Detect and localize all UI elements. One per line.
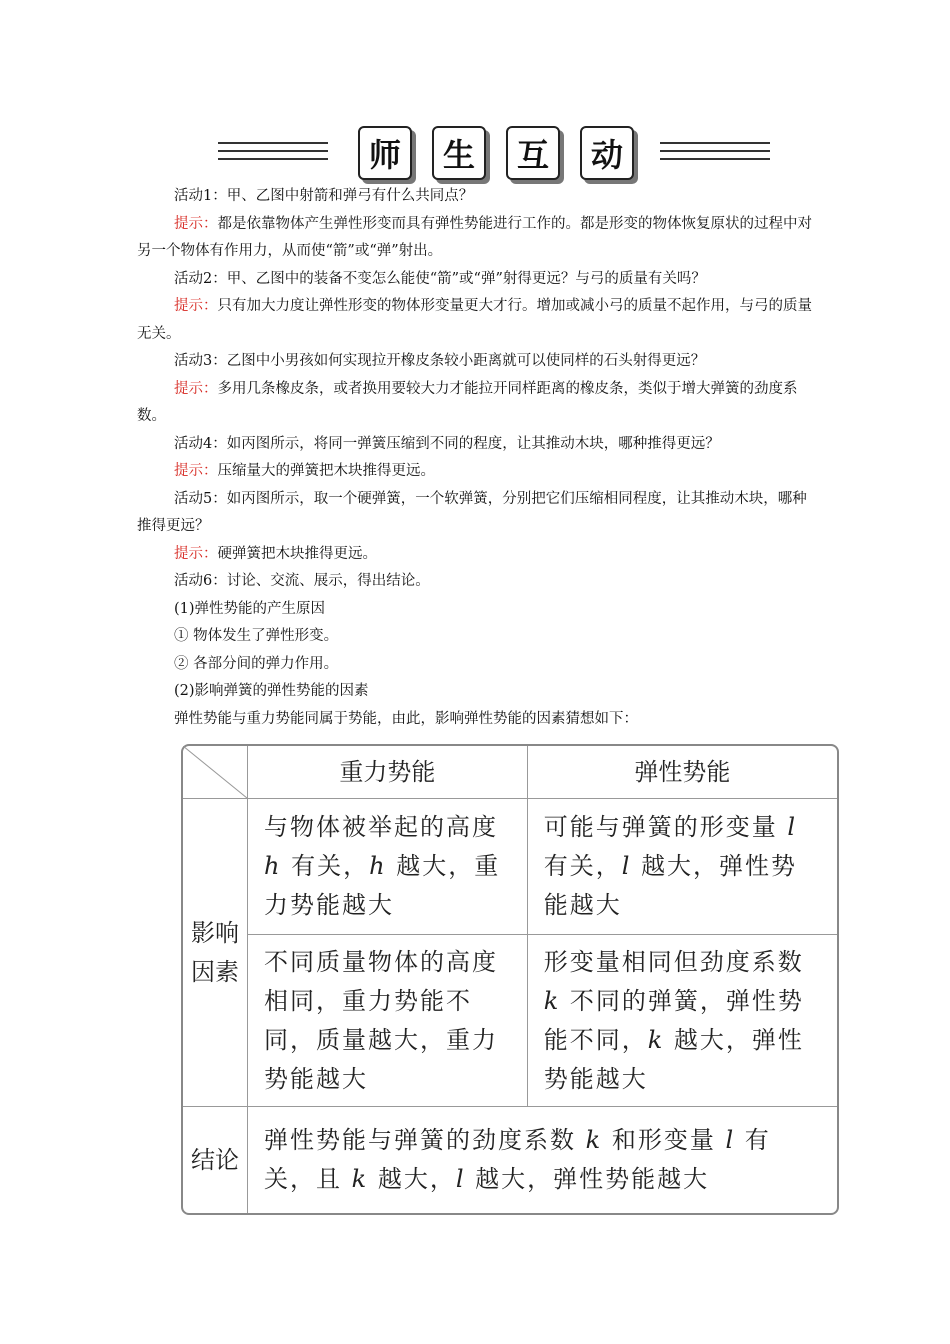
diagonal-line bbox=[183, 746, 247, 798]
hint-3: 提示：多用几条橡皮条，或者换用要较大力才能拉开同样距离的橡皮条，类似于增大弹簧的劲度系数。 bbox=[137, 380, 798, 424]
sub-item-1: (1)弹性势能的产生原因 bbox=[174, 600, 326, 617]
hint-4: 提示：压缩量大的弹簧把木块推得更远。 bbox=[174, 463, 435, 479]
cell-conclusion: 弹性势能与弹簧的劲度系数 k 和形变量 l 有关，且 k 越大，l 越大，弹性势能越大 bbox=[264, 1126, 771, 1193]
hint-5: 提示：硬弹簧把木块推得更远。 bbox=[174, 545, 377, 562]
banner-char-4: 动 bbox=[580, 126, 634, 180]
sub-item-3: ② 各部分间的弹力作用。 bbox=[174, 655, 339, 672]
activity-text bbox=[137, 183, 817, 733]
activity-1: 活动1：甲、乙图中射箭和弹弓有什么共同点？ bbox=[174, 188, 474, 204]
banner-lines-right bbox=[660, 142, 770, 166]
activity-3: 活动3：乙图中小男孩如何实现拉开橡皮条较小距离就可以使同样的石头射得更远？ bbox=[174, 353, 706, 369]
cell-gravity-mass: 不同质量物体的高度相同，重力势能不同，质量越大，重力势能越大 bbox=[248, 935, 528, 1107]
banner-char-2: 生 bbox=[432, 126, 486, 180]
col-header-elastic: 弹性势能 bbox=[528, 746, 837, 799]
activity-2: 活动2：甲、乙图中的装备不变怎么能使“箭”或“弹”射得更远？与弓的质量有关吗？ bbox=[174, 270, 706, 287]
activity-6: 活动6：讨论、交流、展示，得出结论。 bbox=[174, 573, 430, 589]
col-header-gravity: 重力势能 bbox=[248, 746, 528, 799]
activity-5: 活动5：如丙图所示，取一个硬弹簧，一个软弹簧，分别把它们压缩相同程度，让其推动木块，哪种推得更远？ bbox=[137, 490, 807, 534]
cell-elastic-factor: 可能与弹簧的形变量 l 有关，l 越大，弹性势能越大 bbox=[528, 799, 837, 935]
hint-1: 提示：都是依靠物体产生弹性形变而具有弹性势能进行工作的。都是形变的物体恢复原状的过程中对另一个物体有作用力，从而使“箭”或“弹”射出。 bbox=[137, 215, 812, 259]
sub-item-5: 弹性势能与重力势能同属于势能，由此，影响弹性势能的因素猜想如下： bbox=[174, 710, 638, 727]
row-header-conclusion: 结论 bbox=[183, 1107, 248, 1213]
cell-gravity-factor: 与物体被举起的高度 h 有关，h 越大，重力势能越大 bbox=[248, 799, 528, 935]
comparison-table bbox=[181, 744, 839, 1215]
banner-lines-left bbox=[218, 142, 328, 166]
section-banner bbox=[218, 126, 770, 182]
banner-char-1: 师 bbox=[358, 126, 412, 180]
hint-2: 提示：只有加大力度让弹性形变的物体形变量更大才行。增加或减小弓的质量不起作用，与弓的质量无关。 bbox=[137, 298, 812, 342]
sub-item-4: (2)影响弹簧的弹性势能的因素 bbox=[174, 683, 369, 699]
cell-elastic-stiffness: 形变量相同但劲度系数 k 不同的弹簧，弹性势能不同，k 越大，弹性势能越大 bbox=[528, 935, 837, 1107]
banner-char-3: 互 bbox=[506, 126, 560, 180]
activity-4: 活动4：如丙图所示，将同一弹簧压缩到不同的程度，让其推动木块，哪种推得更远？ bbox=[174, 435, 720, 452]
sub-item-2: ① 物体发生了弹性形变。 bbox=[174, 628, 339, 644]
row-header-factors: 影响因素 bbox=[183, 799, 248, 1107]
diagonal-header-cell bbox=[183, 746, 248, 799]
